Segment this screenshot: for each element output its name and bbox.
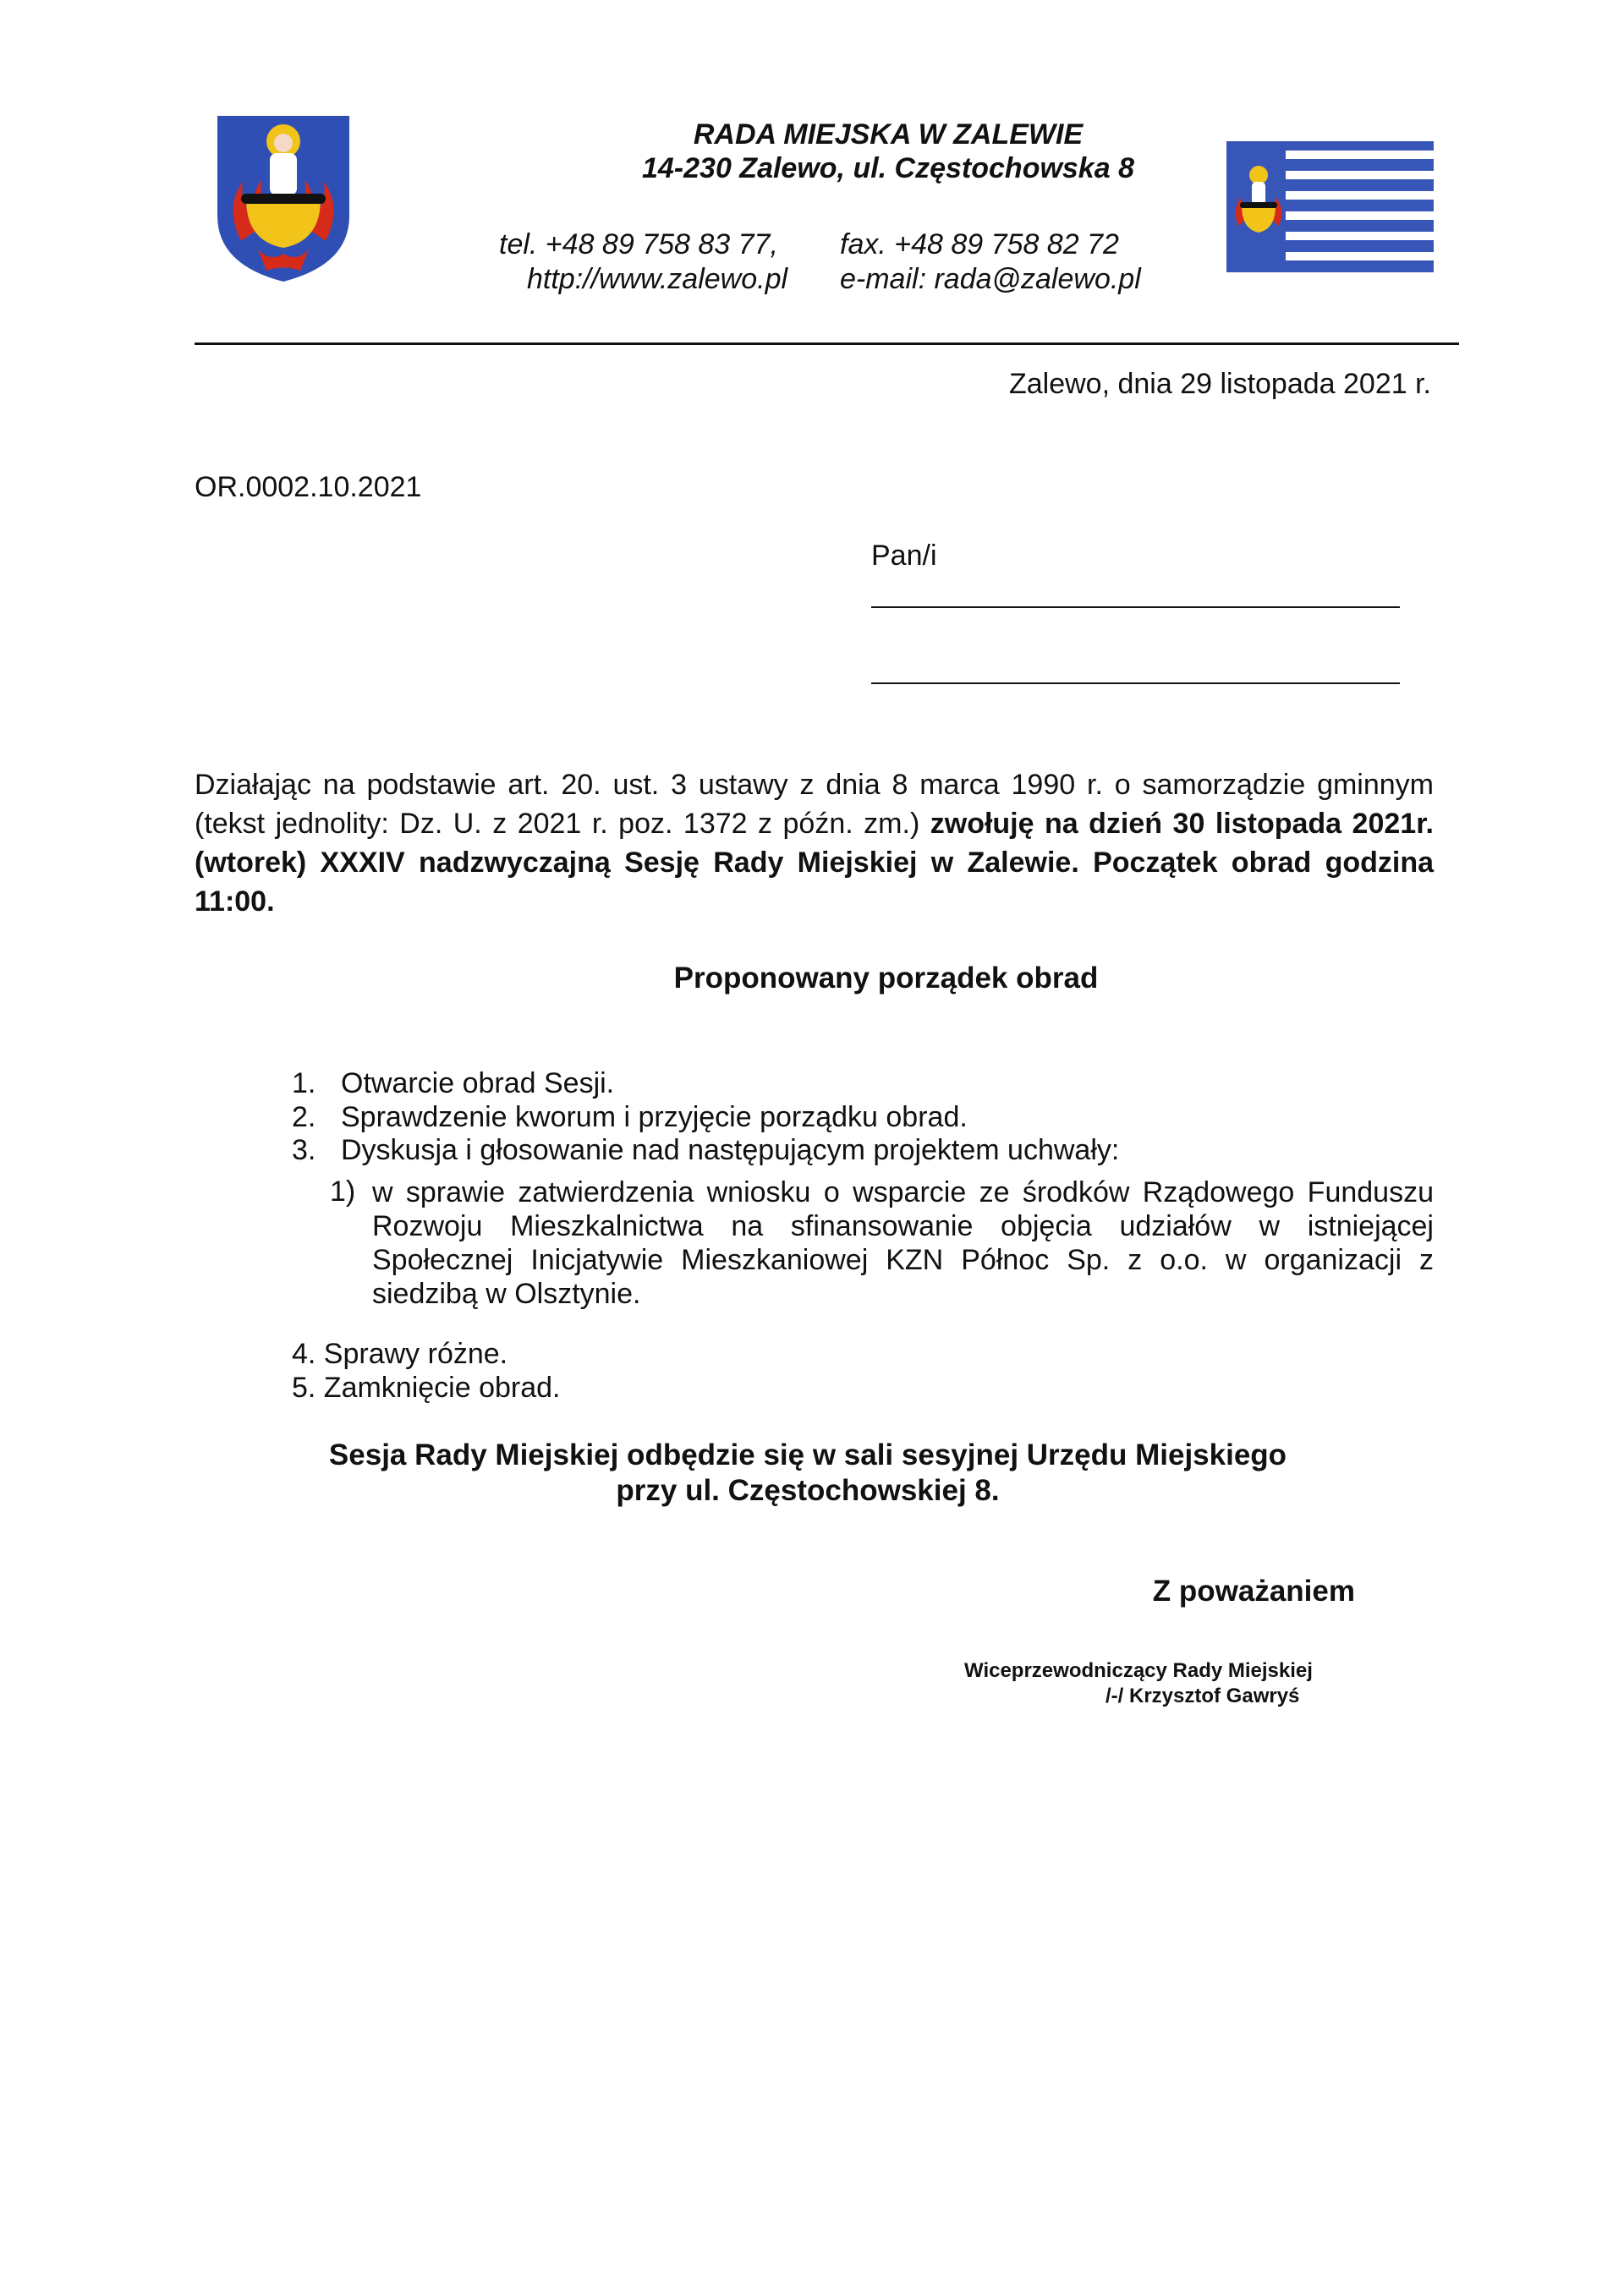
recipient-label: Pan/i xyxy=(871,540,937,572)
fax: fax. +48 89 758 82 72 xyxy=(840,228,1119,260)
body-paragraph xyxy=(195,765,1434,921)
coat-of-arms-logo xyxy=(216,114,351,283)
header-divider xyxy=(195,342,1459,345)
council-address: 14-230 Zalewo, ul. Częstochowska 8 xyxy=(641,152,1134,184)
signer-title: Wiceprzewodniczący Rady Miejskiej xyxy=(964,1659,1313,1682)
venue-line-1: Sesja Rady Miejskiej odbędzie się w sali sesyjnej Urzędu Miejskiego xyxy=(328,1438,1287,1471)
agenda-title: Proponowany porządek obrad xyxy=(673,962,1099,995)
sub-item-text: w sprawie zatwierdzenia wniosku o wsparcie ze środków Rządowego Funduszu Rozwoju Mieszkalnictwa na sfinansowanie objęcia udziałów w istniejącej Społecznej Inicjatywie Mieszkaniowej KZN Północ Sp. z o.o. w organizacji z siedzibą w Olsztynie. xyxy=(372,1176,1434,1310)
venue-line-2: przy ul. Częstochowskiej 8. xyxy=(616,1474,1000,1507)
telephone: tel. +48 89 758 83 77, xyxy=(499,228,778,260)
signer-name: /-/ Krzysztof Gawryś xyxy=(1106,1685,1300,1707)
letter-date: Zalewo, dnia 29 listopada 2021 r. xyxy=(1008,368,1431,400)
agenda-item-text: Otwarcie obrad Sesji. xyxy=(341,1067,615,1099)
agenda-item-number: 2. xyxy=(292,1101,316,1133)
body-intro: Działając na podstawie art. 20. ust. 3 ustawy z dnia 8 marca 1990 r. o samorządzie gminnym (tekst jednolity: Dz. U. z 2021 r. poz. 1372 z późn. zm.) xyxy=(195,769,1434,840)
venue-notice xyxy=(279,1438,1336,1509)
sub-item-number: 1) xyxy=(330,1175,356,1208)
website-link[interactable]: http://www.zalewo.pl xyxy=(527,263,788,295)
recipient-blank-line-1 xyxy=(871,606,1400,608)
agenda-item-5: 5. Zamknięcie obrad. xyxy=(292,1372,561,1404)
agenda-item-4: 4. Sprawy różne. xyxy=(292,1338,508,1370)
closing-regards: Z poważaniem xyxy=(1152,1575,1355,1608)
reference-number: OR.0002.10.2021 xyxy=(195,471,422,503)
agenda-item-number: 1. xyxy=(292,1067,316,1099)
body-announcement: zwołuję na dzień 30 listopada 2021r. (wtorek) XXXIV nadzwyczajną Sesję Rady Miejskiej w Zalewie. Początek obrad godzina 11:00. xyxy=(195,808,1434,918)
recipient-blank-line-2 xyxy=(871,682,1400,684)
agenda-item-text: Dyskusja i głosowanie nad następującym projektem uchwały: xyxy=(341,1134,1120,1166)
agenda-item-text: Sprawdzenie kworum i przyjęcie porządku obrad. xyxy=(341,1101,968,1133)
agenda-item-number: 3. xyxy=(292,1134,316,1166)
council-name: RADA MIEJSKA W ZALEWIE xyxy=(693,118,1084,151)
email-link[interactable]: e-mail: rada@zalewo.pl xyxy=(840,263,1141,295)
